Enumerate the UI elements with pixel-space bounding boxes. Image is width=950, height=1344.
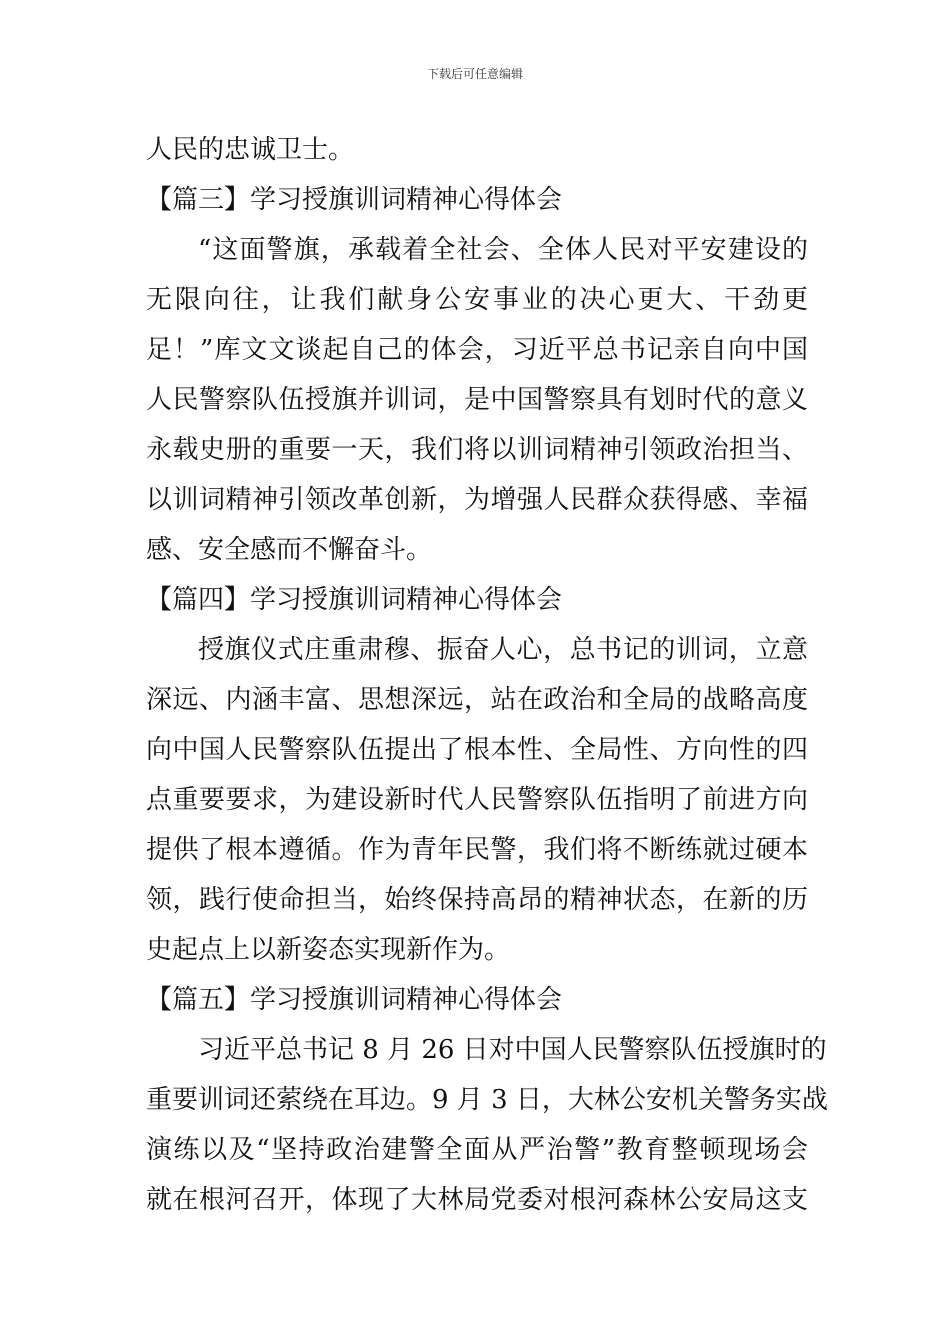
section-heading bbox=[146, 575, 808, 625]
text-line: 感、安全感而不懈奋斗。 bbox=[146, 535, 433, 565]
text-line: 深远、内涵丰富、思想深远，站在政治和全局的战略高度 bbox=[146, 685, 808, 715]
text-line: 提供了根本遵循。作为青年民警，我们将不断练就过硬本 bbox=[146, 835, 808, 865]
paragraph bbox=[146, 225, 808, 575]
text-line: 永载史册的重要一天，我们将以训词精神引领政治担当、 bbox=[146, 435, 808, 465]
text-line: 史起点上以新姿态实现新作为。 bbox=[146, 935, 511, 965]
text-line: 无限向往，让我们献身公安事业的决心更大、干劲更 bbox=[146, 285, 808, 315]
text-line: 领，践行使命担当，始终保持高昂的精神状态，在新的历 bbox=[146, 885, 808, 915]
text-line: 以训词精神引领改革创新，为增强人民群众获得感、幸福 bbox=[146, 485, 808, 515]
section-heading bbox=[146, 975, 808, 1025]
document-body bbox=[146, 125, 828, 1225]
paragraph bbox=[146, 1025, 828, 1225]
heading-line: 【篇四】学习授旗训词精神心得体会 bbox=[146, 585, 563, 615]
text-line: 向中国人民警察队伍提出了根本性、全局性、方向性的四 bbox=[146, 735, 808, 765]
paragraph bbox=[146, 625, 808, 975]
text-line: “这面警旗，承载着全社会、全体人民对平安建设的 bbox=[198, 235, 808, 265]
text-line: 习近平总书记 8 月 26 日对中国人民警察队伍授旗时的 bbox=[198, 1035, 827, 1065]
text-line: 演练以及“坚持政治建警全面从严治警”教育整顿现场会 bbox=[146, 1135, 808, 1165]
paragraph bbox=[146, 125, 808, 175]
text-line: 重要训词还萦绕在耳边。9 月 3 日，大林公安机关警务实战 bbox=[146, 1085, 828, 1115]
text-line: 授旗仪式庄重肃穆、振奋人心，总书记的训词，立意 bbox=[198, 635, 808, 665]
heading-line: 【篇三】学习授旗训词精神心得体会 bbox=[146, 185, 563, 215]
text-line: 点重要要求，为建设新时代人民警察队伍指明了前进方向 bbox=[146, 785, 808, 815]
text-line: 就在根河召开，体现了大林局党委对根河森林公安局这支 bbox=[146, 1185, 808, 1215]
text-line: 人民的忠诚卫士。 bbox=[146, 135, 355, 165]
section-heading bbox=[146, 175, 808, 225]
text-line: 人民警察队伍授旗并训词，是中国警察具有划时代的意义 bbox=[146, 385, 808, 415]
page-header: 下载后可任意编辑 bbox=[426, 67, 523, 81]
text-line: 足！”库文文谈起自己的体会，习近平总书记亲自向中国 bbox=[146, 335, 808, 365]
heading-line: 【篇五】学习授旗训词精神心得体会 bbox=[146, 985, 563, 1015]
